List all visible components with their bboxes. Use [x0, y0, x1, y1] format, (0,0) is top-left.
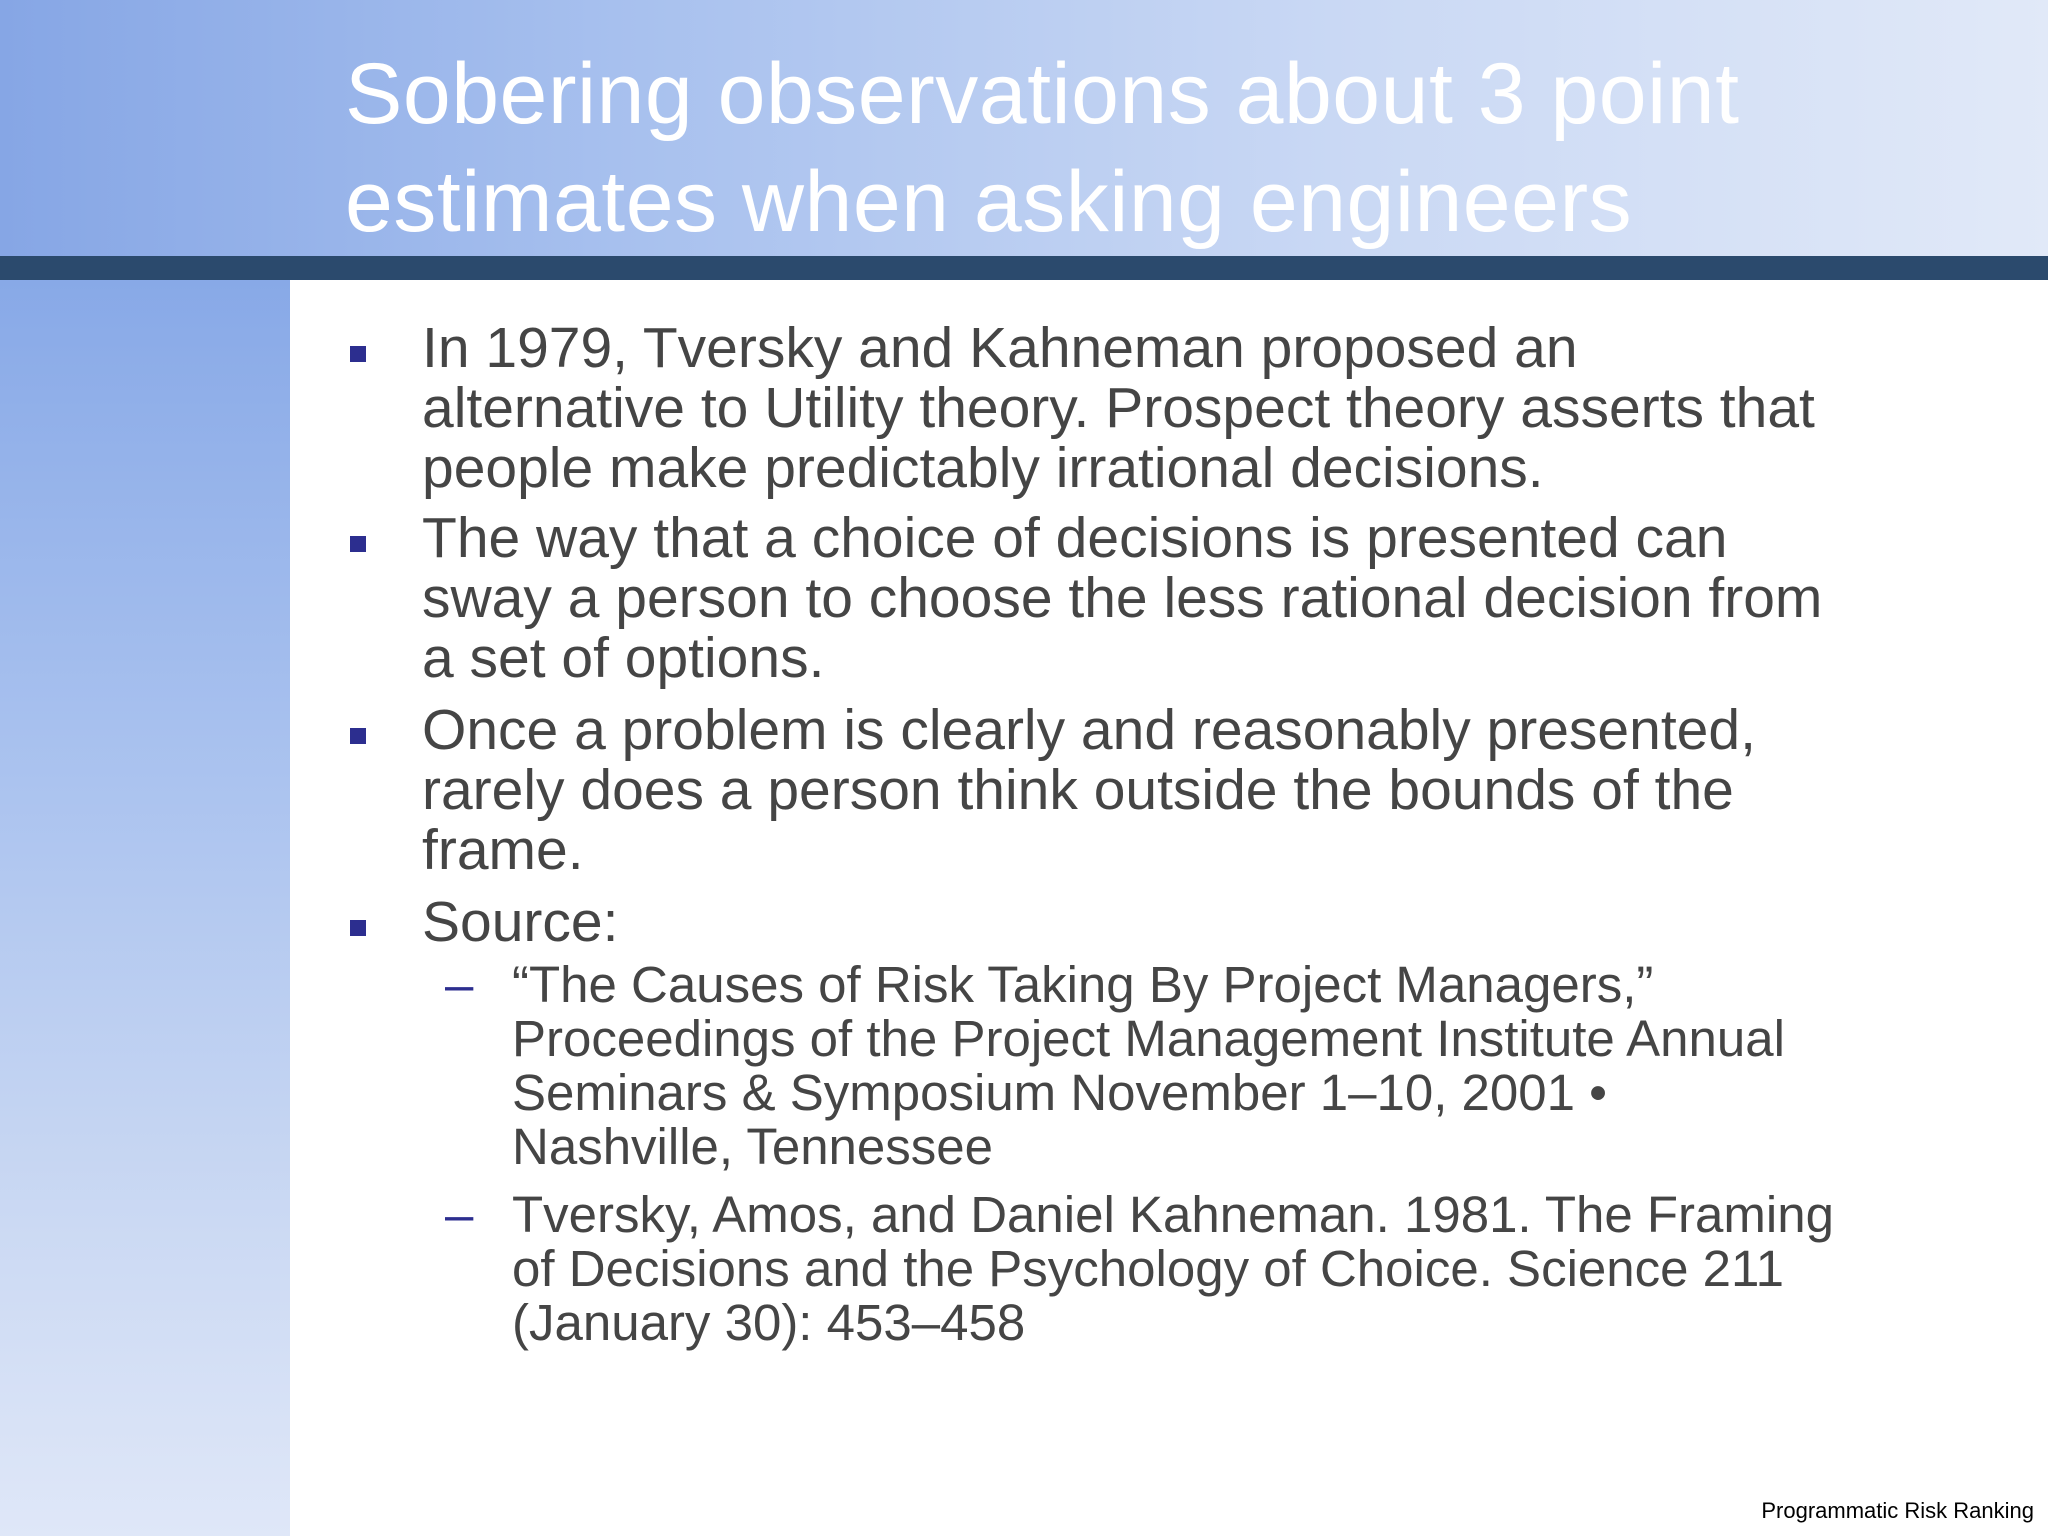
- header-divider: [0, 256, 2048, 280]
- slide-footer: Programmatic Risk Ranking: [1761, 1498, 2034, 1523]
- citation-line: Nashville, Tennessee: [512, 1118, 994, 1175]
- citation-line: of Decisions and the Psychology of Choice. Science 211: [512, 1240, 1784, 1297]
- bullet-item: [340, 508, 2020, 688]
- source-citation: [340, 1188, 2020, 1350]
- dash-bullet-icon: –: [445, 1186, 474, 1243]
- left-sidebar-gradient: [0, 280, 290, 1536]
- bullet-line: In 1979, Tversky and Kahneman proposed an: [422, 316, 1578, 380]
- bullet-line: sway a person to choose the less rational decision from: [422, 566, 1823, 630]
- citation-line: Tversky, Amos, and Daniel Kahneman. 1981. The Framing: [512, 1186, 1834, 1243]
- bullet-line: Source:: [422, 890, 619, 954]
- bullet-line: The way that a choice of decisions is presented can: [422, 506, 1728, 570]
- bullet-line: Once a problem is clearly and reasonably presented,: [422, 698, 1756, 762]
- title-line: estimates when asking engineers: [345, 154, 1633, 250]
- square-bullet-icon: [350, 728, 366, 744]
- bullet-line: a set of options.: [422, 626, 825, 690]
- source-citation: [340, 958, 2020, 1174]
- citation-line: Proceedings of the Project Management Institute Annual: [512, 1010, 1785, 1067]
- bullet-line: frame.: [422, 818, 584, 882]
- bullet-line: alternative to Utility theory. Prospect theory asserts that: [422, 376, 1815, 440]
- slide-title: [345, 40, 1995, 256]
- citation-line: (January 30): 453–458: [512, 1294, 1026, 1351]
- bullet-line: people make predictably irrational decisions.: [422, 436, 1544, 500]
- slide-header: [0, 0, 2048, 256]
- citation-line: “The Causes of Risk Taking By Project Managers,”: [512, 956, 1654, 1013]
- title-line: Sobering observations about 3 point: [345, 46, 1740, 142]
- citation-line: Seminars & Symposium November 1–10, 2001 •: [512, 1064, 1608, 1121]
- bullet-item: [340, 318, 2020, 498]
- bullet-item-source: [340, 892, 2020, 952]
- square-bullet-icon: [350, 920, 366, 936]
- slide-body: [340, 318, 2020, 1350]
- bullet-item: [340, 700, 2020, 880]
- dash-bullet-icon: –: [445, 956, 474, 1013]
- square-bullet-icon: [350, 536, 366, 552]
- square-bullet-icon: [350, 346, 366, 362]
- bullet-line: rarely does a person think outside the bounds of the: [422, 758, 1734, 822]
